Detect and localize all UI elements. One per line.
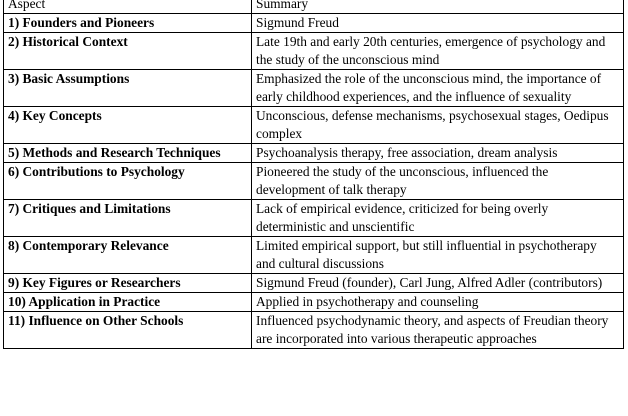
header-summary: Summary [252, 0, 624, 14]
summary-cell: Limited empirical support, but still influential in psychotherapy and cultural discussions [252, 237, 624, 274]
table-row [4, 237, 624, 274]
summary-cell: Applied in psychotherapy and counseling [252, 293, 624, 312]
table-row [4, 293, 624, 312]
table-row [4, 14, 624, 33]
aspect-cell: 8) Contemporary Relevance [4, 237, 252, 274]
table-header-row [4, 0, 624, 14]
summary-cell: Sigmund Freud (founder), Carl Jung, Alfred Adler (contributors) [252, 274, 624, 293]
header-aspect: Aspect [4, 0, 252, 14]
summary-cell: Influenced psychodynamic theory, and aspects of Freudian theory are incorporated into various therapeutic approaches [252, 312, 624, 349]
table-row [4, 200, 624, 237]
aspect-cell: 3) Basic Assumptions [4, 70, 252, 107]
summary-cell: Late 19th and early 20th centuries, emergence of psychology and the study of the unconscious mind [252, 33, 624, 70]
aspect-cell: 9) Key Figures or Researchers [4, 274, 252, 293]
table-row [4, 144, 624, 163]
aspect-cell: 1) Founders and Pioneers [4, 14, 252, 33]
aspect-cell: 6) Contributions to Psychology [4, 163, 252, 200]
table-row [4, 70, 624, 107]
summary-cell: Sigmund Freud [252, 14, 624, 33]
aspect-cell: 10) Application in Practice [4, 293, 252, 312]
table-row [4, 107, 624, 144]
table-row [4, 33, 624, 70]
table-row [4, 274, 624, 293]
aspect-cell: 7) Critiques and Limitations [4, 200, 252, 237]
summary-cell: Lack of empirical evidence, criticized for being overly deterministic and unscientific [252, 200, 624, 237]
summary-cell: Pioneered the study of the unconscious, influenced the development of talk therapy [252, 163, 624, 200]
table-row [4, 163, 624, 200]
aspect-cell: 2) Historical Context [4, 33, 252, 70]
summary-cell: Emphasized the role of the unconscious mind, the importance of early childhood experiences, and the influence of sexuality [252, 70, 624, 107]
aspect-cell: 5) Methods and Research Techniques [4, 144, 252, 163]
table-row [4, 312, 624, 349]
summary-cell: Unconscious, defense mechanisms, psychosexual stages, Oedipus complex [252, 107, 624, 144]
aspect-cell: 4) Key Concepts [4, 107, 252, 144]
summary-table [3, 0, 624, 349]
aspect-cell: 11) Influence on Other Schools [4, 312, 252, 349]
summary-cell: Psychoanalysis therapy, free association, dream analysis [252, 144, 624, 163]
